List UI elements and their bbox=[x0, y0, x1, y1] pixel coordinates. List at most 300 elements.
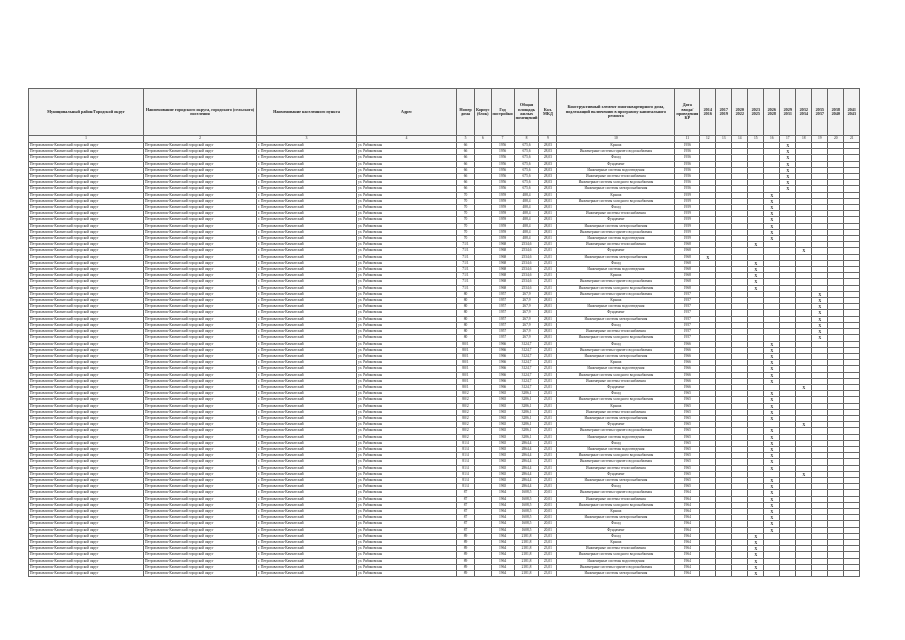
table-cell: 1968 bbox=[675, 248, 700, 254]
table-cell: Петропавловск-Камчатский городской округ bbox=[144, 322, 257, 328]
table-cell: 1956 bbox=[675, 180, 700, 186]
table-cell: Крыша bbox=[557, 192, 675, 198]
table-cell: ул. Рябиковская bbox=[357, 564, 457, 570]
table-cell: 1959 bbox=[491, 211, 514, 217]
table-cell: Петропавловск-Камчатский городской округ bbox=[29, 378, 144, 384]
table-cell: Петропавловск-Камчатский городской округ bbox=[144, 167, 257, 173]
table-cell: Петропавловск-Камчатский городской округ bbox=[29, 291, 144, 297]
table-cell: 1966 bbox=[675, 366, 700, 372]
table-cell: г. Петропавловск-Камчатский bbox=[257, 198, 357, 204]
table-cell: 1956 bbox=[675, 143, 700, 149]
table-cell: 2534,6 bbox=[514, 248, 539, 254]
table-cell: г. Петропавловск-Камчатский bbox=[257, 217, 357, 223]
table-cell: 1959 bbox=[491, 192, 514, 198]
table-cell: 28,01 bbox=[539, 205, 557, 211]
table-cell: Петропавловск-Камчатский городской округ bbox=[144, 496, 257, 502]
table-cell: Петропавловск-Камчатский городской округ bbox=[29, 453, 144, 459]
table-cell: г. Петропавловск-Камчатский bbox=[257, 384, 357, 390]
table-cell: ул. Рябиковская bbox=[357, 502, 457, 508]
table-cell: Инженерные системы водоотведения bbox=[557, 236, 675, 242]
table-cell: ул. Рябиковская bbox=[357, 298, 457, 304]
table-cell: 2181,8 bbox=[514, 540, 539, 546]
table-cell: Фундамент bbox=[557, 310, 675, 316]
table-cell: Петропавловск-Камчатский городской округ bbox=[29, 465, 144, 471]
table-cell: 71/1 bbox=[457, 260, 475, 266]
table-cell: Петропавловск-Камчатский городской округ bbox=[29, 335, 144, 341]
table-cell: Инженерные системы холодного водоснабжения bbox=[557, 552, 675, 558]
table-cell: Петропавловск-Камчатский городской округ bbox=[29, 223, 144, 229]
schedule-cell: X bbox=[812, 322, 828, 328]
table-cell: 488,4 bbox=[514, 205, 539, 211]
table-cell: г. Петропавловск-Камчатский bbox=[257, 211, 357, 217]
table-cell: Петропавловск-Камчатский городской округ bbox=[144, 391, 257, 397]
schedule-cell: X bbox=[764, 496, 780, 502]
table-cell: 87 bbox=[457, 515, 475, 521]
table-cell: 1957 bbox=[675, 316, 700, 322]
table-cell: ул. Рябиковская bbox=[357, 273, 457, 279]
table-cell: Инженерные системы теплоснабжения bbox=[557, 378, 675, 384]
table-cell: 80/2 bbox=[457, 391, 475, 397]
table-cell: Крыша bbox=[557, 403, 675, 409]
table-cell: 28,03 bbox=[539, 174, 557, 180]
table-cell: Петропавловск-Камчатский городской округ bbox=[29, 260, 144, 266]
table-cell: ул. Рябиковская bbox=[357, 149, 457, 155]
table-cell: 23,01 bbox=[539, 267, 557, 273]
table-cell: 1965 bbox=[491, 484, 514, 490]
table-cell: 28,01 bbox=[539, 291, 557, 297]
table-cell: 1964 bbox=[675, 558, 700, 564]
schedule-cell: X bbox=[764, 440, 780, 446]
table-cell: 267,9 bbox=[514, 304, 539, 310]
table-cell: ул. Рябиковская bbox=[357, 540, 457, 546]
table-cell: 1968 bbox=[675, 242, 700, 248]
table-cell: ул. Рябиковская bbox=[357, 446, 457, 452]
table-cell: Инженерные системы электроснабжения bbox=[557, 254, 675, 260]
table-cell: ул. Рябиковская bbox=[357, 440, 457, 446]
table-cell: 23,01 bbox=[539, 341, 557, 347]
table-cell: 1956 bbox=[491, 167, 514, 173]
table-cell: Инженерные системы холодного водоснабжения bbox=[557, 335, 675, 341]
table-cell: 675,6 bbox=[514, 143, 539, 149]
column-number: 19 bbox=[812, 136, 828, 143]
table-cell: Петропавловск-Камчатский городской округ bbox=[144, 453, 257, 459]
table-cell: 2181,8 bbox=[514, 533, 539, 539]
schedule-cell: X bbox=[764, 490, 780, 496]
schedule-cell: X bbox=[764, 223, 780, 229]
table-cell: г. Петропавловск-Камчатский bbox=[257, 360, 357, 366]
table-cell: 1968 bbox=[491, 273, 514, 279]
table-cell: 1957 bbox=[675, 322, 700, 328]
schedule-cell: X bbox=[764, 211, 780, 217]
table-cell: 23,01 bbox=[539, 248, 557, 254]
table-cell: Петропавловск-Камчатский городской округ bbox=[144, 477, 257, 483]
table-cell: Петропавловск-Камчатский городской округ bbox=[29, 422, 144, 428]
table-cell: 1964 bbox=[675, 552, 700, 558]
table-cell: 87 bbox=[457, 496, 475, 502]
table-cell: Петропавловск-Камчатский городской округ bbox=[144, 155, 257, 161]
table-cell: 1966 bbox=[675, 378, 700, 384]
table-cell: Петропавловск-Камчатский городской округ bbox=[144, 229, 257, 235]
table-cell: 1957 bbox=[675, 291, 700, 297]
table-cell: 23,01 bbox=[539, 471, 557, 477]
table-cell: ул. Рябиковская bbox=[357, 316, 457, 322]
table-cell: 488,4 bbox=[514, 236, 539, 242]
table-cell: 1968 bbox=[491, 267, 514, 273]
table-cell: Петропавловск-Камчатский городской округ bbox=[144, 217, 257, 223]
table-cell: 70 bbox=[457, 217, 475, 223]
table-cell: Инженерные системы электроснабжения bbox=[557, 571, 675, 577]
table-cell: ул. Рябиковская bbox=[357, 236, 457, 242]
table-cell: 66 bbox=[457, 155, 475, 161]
table-cell: Петропавловск-Камчатский городской округ bbox=[29, 285, 144, 291]
table-cell: 488,4 bbox=[514, 192, 539, 198]
schedule-cell: X bbox=[748, 552, 764, 558]
table-cell: 71/1 bbox=[457, 254, 475, 260]
table-cell: 28,03 bbox=[539, 167, 557, 173]
table-cell: г. Петропавловск-Камчатский bbox=[257, 242, 357, 248]
schedule-cell: X bbox=[764, 403, 780, 409]
table-cell: г. Петропавловск-Камчатский bbox=[257, 409, 357, 415]
table-cell: 1964 bbox=[675, 521, 700, 527]
table-cell: ул. Рябиковская bbox=[357, 378, 457, 384]
table-cell: 28,01 bbox=[539, 335, 557, 341]
schedule-cell: X bbox=[812, 310, 828, 316]
table-cell: Петропавловск-Камчатский городской округ bbox=[144, 521, 257, 527]
table-cell: Петропавловск-Камчатский городской округ bbox=[144, 546, 257, 552]
table-cell: Петропавловск-Камчатский городской округ bbox=[144, 211, 257, 217]
schedule-cell: X bbox=[764, 515, 780, 521]
table-cell: ул. Рябиковская bbox=[357, 409, 457, 415]
table-cell: г. Петропавловск-Камчатский bbox=[257, 484, 357, 490]
table-cell: 70 bbox=[457, 229, 475, 235]
table-cell: 1959 bbox=[491, 198, 514, 204]
table-cell: Петропавловск-Камчатский городской округ bbox=[144, 149, 257, 155]
table-cell: Инженерные системы электроснабжения bbox=[557, 223, 675, 229]
table-cell: г. Петропавловск-Камчатский bbox=[257, 533, 357, 539]
table-cell: г. Петропавловск-Камчатский bbox=[257, 254, 357, 260]
table-cell: 28,03 bbox=[539, 155, 557, 161]
table-cell: г. Петропавловск-Камчатский bbox=[257, 378, 357, 384]
column-number-row bbox=[29, 136, 860, 143]
table-header-row bbox=[29, 89, 860, 136]
table-cell: г. Петропавловск-Камчатский bbox=[257, 335, 357, 341]
table-cell: 28,01 bbox=[539, 304, 557, 310]
table-cell: 20,01 bbox=[539, 502, 557, 508]
table-cell: 1965 bbox=[491, 409, 514, 415]
table-cell: Инженерные системы водоотведения bbox=[557, 434, 675, 440]
table-cell: 89 bbox=[457, 571, 475, 577]
table-cell: Петропавловск-Камчатский городской округ bbox=[29, 322, 144, 328]
schedule-cell bbox=[716, 571, 732, 577]
table-cell: Инженерные системы водоотведения bbox=[557, 267, 675, 273]
table-cell: Петропавловск-Камчатский городской округ bbox=[144, 143, 257, 149]
table-cell: 1957 bbox=[491, 298, 514, 304]
table-cell: Петропавловск-Камчатский городской округ bbox=[144, 446, 257, 452]
table-cell: Инженерные системы горячего водоснабжения bbox=[557, 291, 675, 297]
table-cell: Петропавловск-Камчатский городской округ bbox=[144, 198, 257, 204]
table-cell: ул. Рябиковская bbox=[357, 533, 457, 539]
table-cell: 267,9 bbox=[514, 298, 539, 304]
table-cell: ул. Рябиковская bbox=[357, 211, 457, 217]
table-cell: 1965 bbox=[491, 428, 514, 434]
table-cell: Фасад bbox=[557, 440, 675, 446]
document-sheet bbox=[28, 88, 860, 577]
table-cell: 675,6 bbox=[514, 174, 539, 180]
table-cell: 1956 bbox=[491, 155, 514, 161]
table-cell: г. Петропавловск-Камчатский bbox=[257, 167, 357, 173]
table-cell: Петропавловск-Камчатский городской округ bbox=[144, 174, 257, 180]
table-cell: Инженерные системы горячего водоснабжения bbox=[557, 459, 675, 465]
table-cell: ул. Рябиковская bbox=[357, 198, 457, 204]
table-cell: 2864,4 bbox=[514, 440, 539, 446]
table-cell: 81/4 bbox=[457, 471, 475, 477]
table-cell: 23,01 bbox=[539, 546, 557, 552]
column-number: 12 bbox=[700, 136, 716, 143]
table-cell: Инженерные системы холодного водоснабжения bbox=[557, 372, 675, 378]
table-cell: 2534,6 bbox=[514, 267, 539, 273]
table-cell: Петропавловск-Камчатский городской округ bbox=[29, 329, 144, 335]
table-cell: 488,4 bbox=[514, 211, 539, 217]
table-cell: 71/1 bbox=[457, 267, 475, 273]
table-cell: Петропавловск-Камчатский городской округ bbox=[144, 558, 257, 564]
table-cell: 1964 bbox=[491, 508, 514, 514]
schedule-cell: X bbox=[764, 484, 780, 490]
table-cell: Инженерные системы холодного водоснабжения bbox=[557, 285, 675, 291]
table-cell: 1964 bbox=[675, 515, 700, 521]
table-cell: Петропавловск-Камчатский городской округ bbox=[29, 515, 144, 521]
table-cell: Петропавловск-Камчатский городской округ bbox=[144, 291, 257, 297]
table-cell: Петропавловск-Камчатский городской округ bbox=[144, 279, 257, 285]
table-cell: 267,9 bbox=[514, 310, 539, 316]
table-cell: Петропавловск-Камчатский городской округ bbox=[29, 341, 144, 347]
table-cell: Петропавловск-Камчатский городской округ bbox=[29, 360, 144, 366]
table-cell: 2181,8 bbox=[514, 571, 539, 577]
table-cell: ул. Рябиковская bbox=[357, 415, 457, 421]
table-cell: 1964 bbox=[675, 546, 700, 552]
table-cell: Петропавловск-Камчатский городской округ bbox=[29, 490, 144, 496]
table-cell: 1968 bbox=[675, 267, 700, 273]
table-cell: 2864,4 bbox=[514, 471, 539, 477]
table-cell: Петропавловск-Камчатский городской округ bbox=[29, 211, 144, 217]
table-cell: г. Петропавловск-Камчатский bbox=[257, 186, 357, 192]
table-cell: 1957 bbox=[675, 335, 700, 341]
table-cell: г. Петропавловск-Камчатский bbox=[257, 223, 357, 229]
table-cell: Петропавловск-Камчатский городской округ bbox=[29, 552, 144, 558]
table-cell: Фасад bbox=[557, 260, 675, 266]
table-cell: Петропавловск-Камчатский городской округ bbox=[29, 236, 144, 242]
table-cell: 3124,7 bbox=[514, 366, 539, 372]
table-cell: Крыша bbox=[557, 143, 675, 149]
table-cell: 3286,1 bbox=[514, 428, 539, 434]
schedule-cell: X bbox=[780, 155, 796, 161]
table-cell: Петропавловск-Камчатский городской округ bbox=[144, 564, 257, 570]
table-cell: 23,01 bbox=[539, 558, 557, 564]
schedule-cell: X bbox=[748, 546, 764, 552]
table-cell: 87 bbox=[457, 521, 475, 527]
table-cell: 80 bbox=[457, 322, 475, 328]
table-cell: Петропавловск-Камчатский городской округ bbox=[29, 353, 144, 359]
table-cell: г. Петропавловск-Камчатский bbox=[257, 205, 357, 211]
table-cell: 1964 bbox=[491, 546, 514, 552]
table-cell: 80/2 bbox=[457, 403, 475, 409]
table-cell: г. Петропавловск-Камчатский bbox=[257, 540, 357, 546]
table-cell: ул. Рябиковская bbox=[357, 515, 457, 521]
table-cell: 1968 bbox=[675, 260, 700, 266]
table-cell: Крыша bbox=[557, 540, 675, 546]
table-cell: ул. Рябиковская bbox=[357, 341, 457, 347]
table-cell: 1959 bbox=[675, 198, 700, 204]
column-number: 10 bbox=[557, 136, 675, 143]
table-cell: Петропавловск-Камчатский городской округ bbox=[144, 205, 257, 211]
table-cell: 80/1 bbox=[457, 360, 475, 366]
column-header: Муниципальный район/Городской округ bbox=[29, 89, 144, 136]
table-cell: 28,03 bbox=[539, 161, 557, 167]
table-cell: г. Петропавловск-Камчатский bbox=[257, 496, 357, 502]
table-cell: 23,01 bbox=[539, 552, 557, 558]
table-cell: ул. Рябиковская bbox=[357, 242, 457, 248]
schedule-cell: X bbox=[764, 192, 780, 198]
table-cell: Фундамент bbox=[557, 527, 675, 533]
table-cell: 2864,4 bbox=[514, 477, 539, 483]
table-cell: 23,01 bbox=[539, 540, 557, 546]
table-cell: Петропавловск-Камчатский городской округ bbox=[144, 533, 257, 539]
table-cell: 1965 bbox=[675, 477, 700, 483]
column-number: 5 bbox=[457, 136, 475, 143]
table-cell: Петропавловск-Камчатский городской округ bbox=[29, 229, 144, 235]
schedule-cell: X bbox=[780, 174, 796, 180]
schedule-cell: X bbox=[764, 372, 780, 378]
table-cell: Петропавловск-Камчатский городской округ bbox=[29, 167, 144, 173]
table-cell: г. Петропавловск-Камчатский bbox=[257, 558, 357, 564]
table-cell: 1966 bbox=[491, 341, 514, 347]
table-cell: ул. Рябиковская bbox=[357, 372, 457, 378]
table-cell: 1964 bbox=[491, 490, 514, 496]
schedule-cell: X bbox=[748, 260, 764, 266]
table-cell: 1957 bbox=[491, 291, 514, 297]
table-cell: Крыша bbox=[557, 298, 675, 304]
table-cell: 1966 bbox=[675, 372, 700, 378]
table-cell: 1608,5 bbox=[514, 496, 539, 502]
schedule-cell: X bbox=[796, 248, 812, 254]
schedule-cell bbox=[796, 571, 812, 577]
table-cell: 89 bbox=[457, 564, 475, 570]
table-cell: 81/4 bbox=[457, 453, 475, 459]
column-header: Наименование городского округа, городского (сельского) поселения bbox=[144, 89, 257, 136]
table-cell: Петропавловск-Камчатский городской округ bbox=[144, 353, 257, 359]
table-cell: 1965 bbox=[675, 434, 700, 440]
table-cell: 1608,5 bbox=[514, 490, 539, 496]
table-cell: г. Петропавловск-Камчатский bbox=[257, 422, 357, 428]
schedule-cell: X bbox=[764, 378, 780, 384]
column-header: Адрес bbox=[357, 89, 457, 136]
table-cell: ул. Рябиковская bbox=[357, 465, 457, 471]
table-cell: 23,01 bbox=[539, 384, 557, 390]
table-cell: Петропавловск-Камчатский городской округ bbox=[144, 329, 257, 335]
schedule-cell: X bbox=[796, 471, 812, 477]
table-cell: 23,01 bbox=[539, 477, 557, 483]
table-cell: 1964 bbox=[675, 502, 700, 508]
table-cell: Петропавловск-Камчатский городской округ bbox=[144, 409, 257, 415]
table-cell: ул. Рябиковская bbox=[357, 229, 457, 235]
table-cell: Инженерные системы холодного водоснабжения bbox=[557, 502, 675, 508]
schedule-cell: X bbox=[764, 198, 780, 204]
table-cell: ул. Рябиковская bbox=[357, 397, 457, 403]
table-cell: 1959 bbox=[675, 192, 700, 198]
schedule-cell: X bbox=[812, 316, 828, 322]
table-cell: ул. Рябиковская bbox=[357, 285, 457, 291]
table-cell: 23,01 bbox=[539, 415, 557, 421]
column-number: 8 bbox=[514, 136, 539, 143]
table-cell: г. Петропавловск-Камчатский bbox=[257, 180, 357, 186]
table-cell: 1964 bbox=[675, 533, 700, 539]
table-cell: ул. Рябиковская bbox=[357, 186, 457, 192]
table-cell: 70 bbox=[457, 211, 475, 217]
table-cell: Петропавловск-Камчатский городской округ bbox=[144, 384, 257, 390]
table-cell: 28,01 bbox=[539, 217, 557, 223]
table-cell: г. Петропавловск-Камчатский bbox=[257, 515, 357, 521]
table-cell: 2864,4 bbox=[514, 446, 539, 452]
table-cell: 23,01 bbox=[539, 459, 557, 465]
table-cell: 81/4 bbox=[457, 465, 475, 471]
table-cell: г. Петропавловск-Камчатский bbox=[257, 229, 357, 235]
table-cell: 1959 bbox=[491, 223, 514, 229]
table-cell: 23,01 bbox=[539, 403, 557, 409]
table-cell: 1956 bbox=[675, 161, 700, 167]
table-cell: 1959 bbox=[675, 205, 700, 211]
table-cell: Петропавловск-Камчатский городской округ bbox=[29, 496, 144, 502]
table-cell: 1965 bbox=[491, 440, 514, 446]
table-cell: г. Петропавловск-Камчатский bbox=[257, 459, 357, 465]
column-number: 3 bbox=[257, 136, 357, 143]
column-header: 2038 2040 bbox=[828, 89, 844, 136]
table-cell: Инженерные системы теплоснабжения bbox=[557, 329, 675, 335]
table-cell: 1966 bbox=[675, 384, 700, 390]
table-cell: 1957 bbox=[491, 304, 514, 310]
table-cell: 23,01 bbox=[539, 465, 557, 471]
table-cell: 80/1 bbox=[457, 378, 475, 384]
table-cell: Петропавловск-Камчатский городской округ bbox=[29, 571, 144, 577]
schedule-cell: X bbox=[748, 540, 764, 546]
table-cell: 20,01 bbox=[539, 508, 557, 514]
table-cell: 80/1 bbox=[457, 353, 475, 359]
table-cell: Петропавловск-Камчатский городской округ bbox=[29, 540, 144, 546]
table-cell: Петропавловск-Камчатский городской округ bbox=[29, 186, 144, 192]
table-cell: Петропавловск-Камчатский городской округ bbox=[144, 465, 257, 471]
table-cell: 80/1 bbox=[457, 372, 475, 378]
schedule-cell: X bbox=[780, 167, 796, 173]
table-cell: г. Петропавловск-Камчатский bbox=[257, 415, 357, 421]
table-cell: 2181,8 bbox=[514, 564, 539, 570]
table-cell: 1964 bbox=[491, 502, 514, 508]
table-cell: ул. Рябиковская bbox=[357, 310, 457, 316]
table-cell: Петропавловск-Камчатский городской округ bbox=[29, 440, 144, 446]
table-cell: Петропавловск-Камчатский городской округ bbox=[144, 366, 257, 372]
table-cell: 80 bbox=[457, 329, 475, 335]
table-cell: 87 bbox=[457, 508, 475, 514]
column-header: 2032 2034 bbox=[796, 89, 812, 136]
table-cell: Фундамент bbox=[557, 161, 675, 167]
table-cell: 80/1 bbox=[457, 341, 475, 347]
table-cell: г. Петропавловск-Камчатский bbox=[257, 571, 357, 577]
table-cell: г. Петропавловск-Камчатский bbox=[257, 546, 357, 552]
table-cell: 1966 bbox=[491, 378, 514, 384]
table-cell: 1964 bbox=[491, 540, 514, 546]
table-cell: 1964 bbox=[675, 571, 700, 577]
table-cell: Петропавловск-Камчатский городской округ bbox=[144, 360, 257, 366]
table-cell: 1956 bbox=[675, 186, 700, 192]
table-cell: 1957 bbox=[491, 329, 514, 335]
schedule-cell bbox=[844, 571, 860, 577]
